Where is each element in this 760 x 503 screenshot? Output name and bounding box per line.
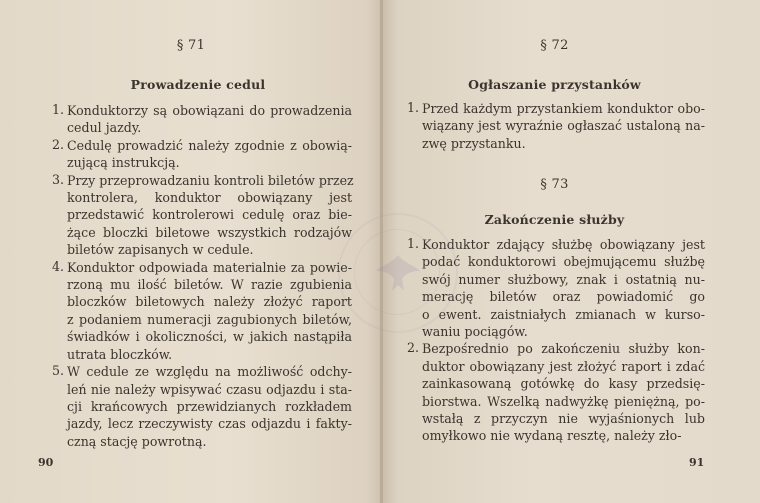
section-71-label: § 71 — [176, 38, 206, 53]
text-line: swój numer służbowy, znak i ostatnią nu- — [422, 271, 705, 287]
text-line: kontrolera, konduktor obowiązany jest — [67, 190, 352, 206]
section-71-list — [52, 102, 352, 450]
item-number: 2. — [52, 136, 65, 152]
section-71-title: Prowadzenie cedul — [130, 77, 266, 92]
text-line: zwę przystanku. — [422, 135, 526, 151]
text-line: Przed każdym przystankiem konduktor obo- — [422, 101, 705, 116]
text-line: zainkasowaną gotówkę do kasy przedsię- — [422, 376, 705, 392]
text-line: Konduktor odpowiada materialnie za powie- — [67, 259, 352, 275]
list-item — [52, 137, 352, 172]
text-line: biorstwa. Wszelką nadwyżkę pieniężną, po- — [422, 393, 705, 409]
text-line: leń nie należy wpisywać czasu odjazdu i sta- — [67, 381, 352, 397]
text-line: czną stację powrotną. — [67, 433, 207, 449]
text-line: o ewent. zaistniałych zmianach w kurso- — [422, 306, 705, 322]
text-line: bloczków biletowych należy złożyć raport — [67, 294, 352, 310]
list-item — [407, 340, 705, 444]
list-item — [52, 172, 352, 259]
text-line: podać konduktorowi obejmującemu służbę — [422, 254, 705, 270]
text-line: cedul jazdy. — [67, 120, 142, 136]
section-72-label: § 72 — [540, 38, 569, 53]
text-line: cji krańcowych przewidzianych rozkładem — [67, 398, 352, 414]
text-line: wiązany jest wyraźnie ogłaszać ustaloną na- — [422, 118, 705, 134]
text-line: Cedulę prowadzić należy zgodnie z obowią- — [67, 137, 352, 153]
section-72-list — [407, 100, 705, 152]
list-item — [52, 259, 352, 363]
list-item — [407, 100, 705, 152]
item-number: 1. — [407, 236, 420, 251]
page-number-right: 91 — [689, 456, 705, 469]
text-line: duktor obowiązany jest złożyć raport i zdać — [422, 358, 705, 374]
text-line: żące bloczki biletowe wszystkich rodzajów — [67, 224, 352, 240]
text-line: Konduktor zdający służbę obowiązany jest — [422, 237, 705, 252]
text-line: omyłkowo nie wydaną resztę, należy zło- — [422, 428, 682, 444]
eagle-stamp-icon — [370, 245, 426, 301]
item-number: 2. — [407, 340, 420, 356]
list-item — [52, 363, 352, 450]
text-line: Przy przeprowadzaniu kontroli biletów przez — [67, 172, 354, 188]
list-item — [52, 102, 352, 137]
text-line: rzoną mu ilość biletów. W razie zgubienia — [67, 277, 352, 293]
text-line: utrata bloczków. — [67, 346, 173, 362]
text-line: zującą instrukcją. — [67, 155, 180, 171]
text-line: Bezpośrednio po zakończeniu służby kon- — [422, 341, 705, 357]
library-stamp — [338, 213, 458, 333]
text-line: świadków i okoliczności, w jakich nastąpiła — [67, 329, 352, 345]
text-line: waniu pociągów. — [422, 324, 528, 340]
text-line: jazdy, lecz rzeczywisty czas odjazdu i fakty- — [67, 416, 352, 432]
text-line: przedstawić kontrolerowi cedulę oraz bie- — [67, 207, 352, 223]
item-number: 3. — [52, 171, 65, 187]
page-number-left: 90 — [38, 456, 54, 469]
text-line: biletów zapisanych w cedule. — [67, 242, 254, 258]
section-72-title: Ogłaszanie przystanków — [468, 77, 641, 92]
text-line: W cedule ze względu na możliwość odchy- — [67, 364, 352, 380]
text-line: merację biletów oraz powiadomić go — [422, 289, 705, 305]
item-number: 4. — [52, 258, 65, 274]
item-number: 1. — [407, 100, 420, 115]
section-73-title: Zakończenie służby — [484, 212, 625, 227]
text-line: z podaniem numeracji zagubionych biletów, — [67, 311, 352, 327]
section-73-label: § 73 — [540, 177, 569, 192]
item-number: 5. — [52, 363, 65, 379]
text-line: wstałą z przyczyn nie wyjaśnionych lub — [422, 411, 705, 427]
text-line: Konduktorzy są obowiązani do prowadzenia — [67, 103, 352, 118]
item-number: 1. — [52, 102, 65, 117]
